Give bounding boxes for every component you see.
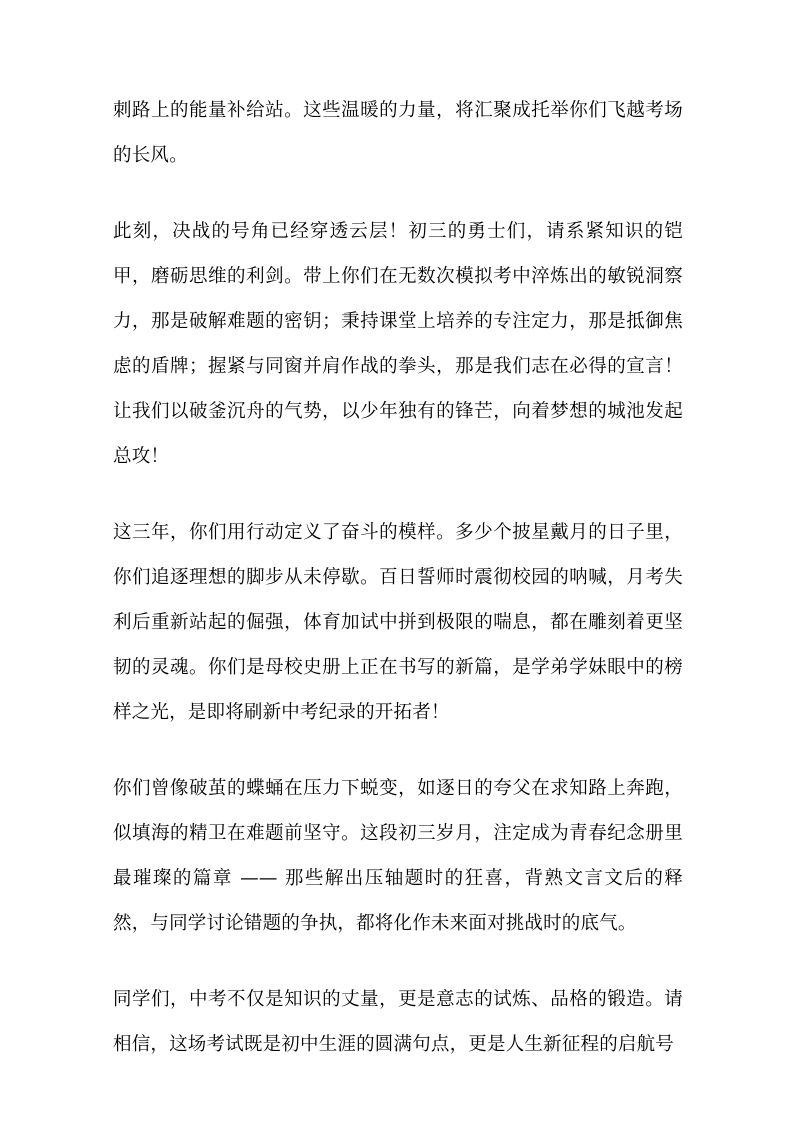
paragraph: 你们曾像破茧的蝶蛹在压力下蜕变，如逐日的夸父在求知路上奔跑，似填海的精卫在难题前坚守。这段初三岁月，注定成为青春纪念册里最璀璨的篇章 —— 那些解出压轴题时的狂喜，背熟文言文后的释然，与同学讨论错题的争执，都将化作未来面对挑战时的底气。 xyxy=(113,778,683,934)
paragraph: 刺路上的能量补给站。这些温暖的力量，将汇聚成托举你们飞越考场的长风。 xyxy=(113,100,683,166)
document-body xyxy=(113,88,683,1067)
paragraph: 同学们，中考不仅是知识的丈量，更是意志的试炼、品格的锻造。请相信，这场考试既是初中生涯的圆满句点，更是人生新征程的启航号 xyxy=(113,989,683,1055)
paragraph: 这三年，你们用行动定义了奋斗的模样。多少个披星戴月的日子里，你们追逐理想的脚步从未停歇。百日誓师时震彻校园的呐喊，月考失利后重新站起的倔强，体育加试中拼到极限的喘息，都在雕刻着更坚韧的灵魂。你们是母校史册上正在书写的新篇，是学弟学妹眼中的榜样之光，是即将刷新中考纪录的开拓者！ xyxy=(113,522,683,723)
paragraph: 此刻，决战的号角已经穿透云层！初三的勇士们，请系紧知识的铠甲，磨砺思维的利剑。带上你们在无数次模拟考中淬炼出的敏锐洞察力，那是破解难题的密钥；秉持课堂上培养的专注定力，那是抵御焦虑的盾牌；握紧与同窗并肩作战的拳头，那是我们志在必得的宣言！让我们以破釜沉舟的气势，以少年独有的锋芒，向着梦想的城池发起总攻！ xyxy=(113,221,683,467)
